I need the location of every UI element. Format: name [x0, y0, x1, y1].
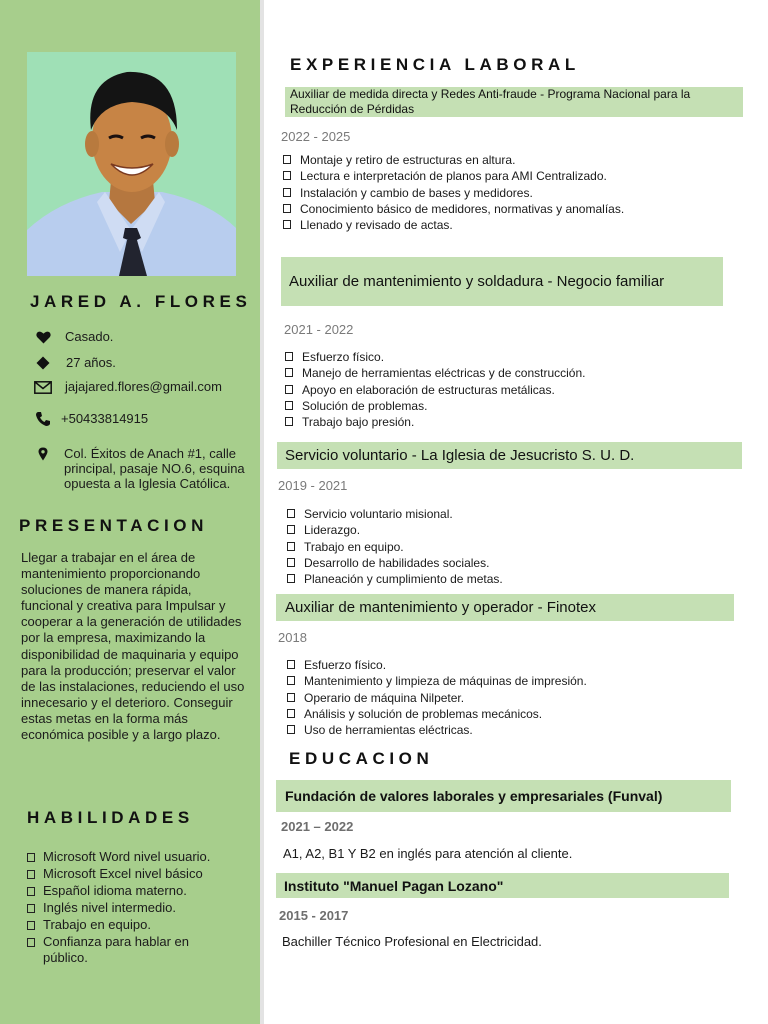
checkbox-icon — [27, 934, 43, 966]
task-item: Trabajo en equipo. — [287, 539, 503, 555]
age-text: 27 años. — [66, 355, 116, 370]
task-item: Manejo de herramientas eléctricas y de construcción. — [285, 365, 585, 381]
checkbox-icon — [283, 217, 300, 233]
educacion-title: EDUCACION — [289, 749, 434, 768]
task-item: Planeación y cumplimiento de metas. — [287, 571, 503, 587]
presentacion-text: Llegar a trabajar en el área de mantenimiento proporcionando soluciones de manera rápida, funcional y creativa para Impulsar y cooperar a la generación de utilidades por la empresa, maximizando la disponibilidad de maquinaria y equipo para la producción; preservar el valor de las instalaciones, reduciendo el uso innecesario y el deterioro. Conseguir estas metas en la forma más económica posible y a largo plazo. — [21, 550, 245, 743]
profile-photo — [27, 52, 236, 276]
checkbox-icon — [27, 883, 43, 900]
job-title: Auxiliar de mantenimiento y operador - Finotex — [276, 594, 734, 621]
skill-item: Microsoft Word nivel usuario. — [27, 849, 213, 866]
checkbox-icon — [287, 722, 304, 738]
task-item: Operario de máquina Nilpeter. — [287, 690, 587, 706]
task-item: Trabajo bajo presión. — [285, 414, 585, 430]
task-item: Conocimiento básico de medidores, normativas y anomalías. — [283, 201, 624, 217]
task-item: Llenado y revisado de actas. — [283, 217, 624, 233]
checkbox-icon — [27, 900, 43, 917]
diamond-icon — [33, 355, 53, 371]
job-dates: 2022 - 2025 — [281, 129, 351, 144]
task-item: Apoyo en elaboración de estructuras metálicas. — [285, 382, 585, 398]
skill-item: Trabajo en equipo. — [27, 917, 213, 934]
checkbox-icon — [287, 657, 304, 673]
task-item: Uso de herramientas eléctricas. — [287, 722, 587, 738]
checkbox-icon — [287, 539, 304, 555]
location-pin-icon — [33, 446, 53, 462]
task-item: Desarrollo de habilidades sociales. — [287, 555, 503, 571]
checkbox-icon — [27, 849, 43, 866]
job-dates: 2018 — [278, 630, 307, 645]
checkbox-icon — [287, 706, 304, 722]
sidebar-divider — [260, 0, 264, 1024]
experiencia-title: EXPERIENCIA LABORAL — [290, 55, 580, 74]
task-item: Mantenimiento y limpieza de máquinas de impresión. — [287, 673, 587, 689]
checkbox-icon — [287, 522, 304, 538]
checkbox-icon — [285, 349, 302, 365]
job-title: Auxiliar de mantenimiento y soldadura - Negocio familiar — [281, 257, 723, 306]
checkbox-icon — [285, 382, 302, 398]
task-item: Esfuerzo físico. — [285, 349, 585, 365]
task-item: Instalación y cambio de bases y medidores. — [283, 185, 624, 201]
job-title: Auxiliar de medida directa y Redes Anti-fraude - Programa Nacional para la Reducción de Pérdidas — [285, 87, 743, 117]
education-dates: 2021 – 2022 — [281, 819, 354, 834]
task-item: Montaje y retiro de estructuras en altura. — [283, 152, 624, 168]
checkbox-icon — [285, 365, 302, 381]
task-item: Servicio voluntario misional. — [287, 506, 503, 522]
task-list — [283, 152, 624, 233]
institution-title: Instituto "Manuel Pagan Lozano" — [276, 873, 729, 898]
task-item: Lectura e interpretación de planos para AMI Centralizado. — [283, 168, 624, 184]
age — [33, 355, 116, 371]
education-description: Bachiller Técnico Profesional en Electricidad. — [282, 934, 542, 949]
task-list — [287, 506, 503, 587]
checkbox-icon — [285, 398, 302, 414]
task-list — [285, 349, 585, 430]
checkbox-icon — [283, 152, 300, 168]
marital-status-text: Casado. — [65, 329, 114, 344]
checkbox-icon — [27, 917, 43, 934]
task-list — [287, 657, 587, 738]
skill-item: Confianza para hablar en público. — [27, 934, 213, 966]
checkbox-icon — [287, 555, 304, 571]
phone — [33, 411, 148, 427]
task-item: Análisis y solución de problemas mecánicos. — [287, 706, 587, 722]
address — [33, 446, 259, 491]
checkbox-icon — [287, 506, 304, 522]
checkbox-icon — [283, 201, 300, 217]
job-dates: 2021 - 2022 — [284, 322, 354, 337]
institution-title: Fundación de valores laborales y empresariales (Funval) — [276, 780, 731, 812]
phone-text: +50433814915 — [61, 411, 149, 426]
checkbox-icon — [287, 690, 304, 706]
phone-icon — [33, 411, 53, 427]
email — [33, 379, 222, 395]
skills-list — [27, 849, 213, 966]
job-dates: 2019 - 2021 — [278, 478, 348, 493]
task-item: Solución de problemas. — [285, 398, 585, 414]
habilidades-title: HABILIDADES — [27, 808, 194, 827]
task-item: Liderazgo. — [287, 522, 503, 538]
task-item: Esfuerzo físico. — [287, 657, 587, 673]
checkbox-icon — [287, 571, 304, 587]
candidate-name: JARED A. FLORES — [30, 292, 252, 311]
checkbox-icon — [27, 866, 43, 883]
skill-item: Microsoft Excel nivel básico — [27, 866, 213, 883]
heart-icon — [33, 329, 53, 345]
education-dates: 2015 - 2017 — [279, 908, 349, 923]
skill-item: Español idioma materno. — [27, 883, 213, 900]
job-title: Servicio voluntario - La Iglesia de Jesucristo S. U. D. — [277, 442, 742, 469]
address-text: Col. Éxitos de Anach #1, calle principal, pasaje NO.6, esquina opuesta a la Iglesia Católica. — [64, 446, 245, 491]
skill-item: Inglés nivel intermedio. — [27, 900, 213, 917]
envelope-icon — [33, 379, 53, 395]
checkbox-icon — [287, 673, 304, 689]
presentacion-title: PRESENTACION — [19, 516, 209, 535]
email-link[interactable]: jajajared.flores@gmail.com — [65, 379, 222, 394]
checkbox-icon — [283, 185, 300, 201]
education-description: A1, A2, B1 Y B2 en inglés para atención al cliente. — [283, 846, 573, 861]
checkbox-icon — [283, 168, 300, 184]
marital-status — [33, 329, 113, 345]
checkbox-icon — [285, 414, 302, 430]
